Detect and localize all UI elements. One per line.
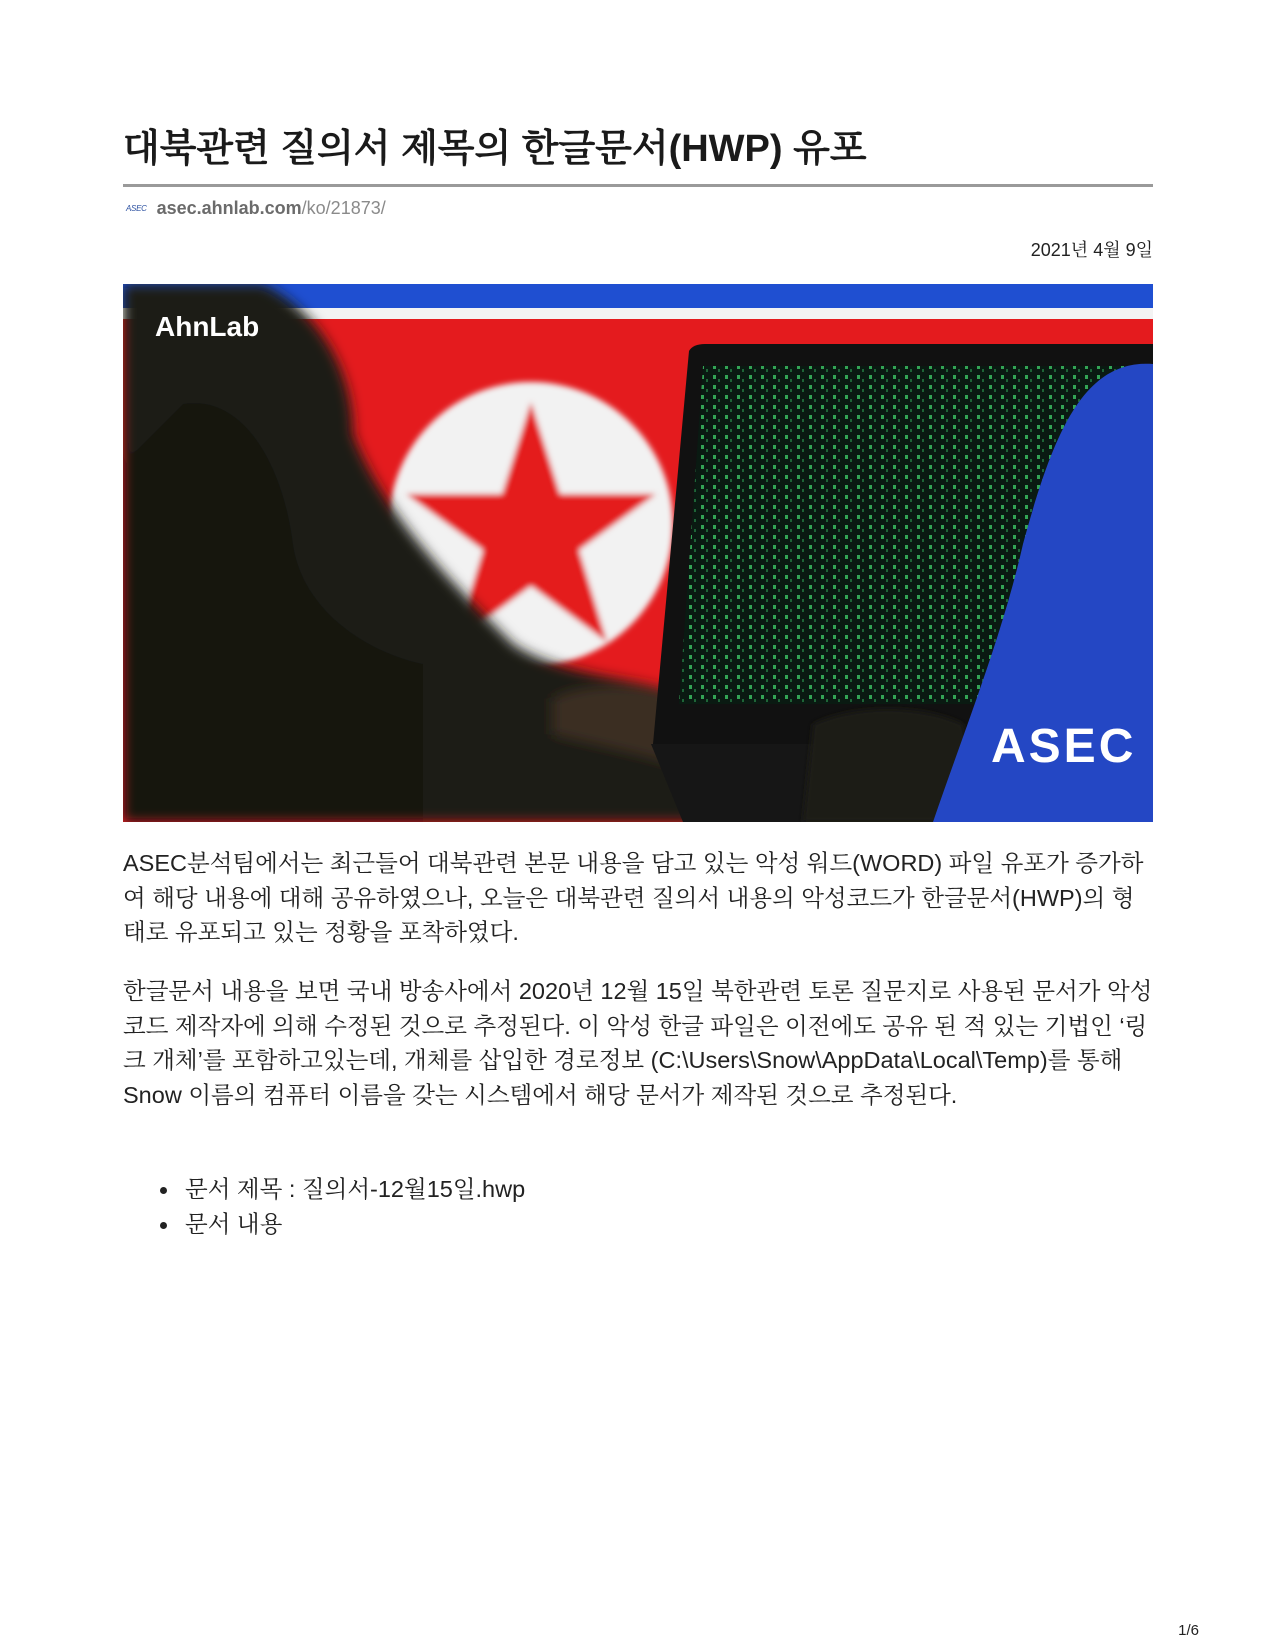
paragraph-details: 한글문서 내용을 보면 국내 방송사에서 2020년 12월 15일 북한관련 토론 질문지로 사용된 문서가 악성코드 제작자에 의해 수정된 것으로 추정된다. 이 악성 한글 파일은 이전에도 공유 된 적 있는 기법인 ‘링크 개체’를 포함하고있는데, 개체를 삽입한 경로정보 (C:\Users\Snow\AppData\Local\Temp)를 통해 Snow 이름의 컴퓨터 이름을 갖는 시스템에서 해당 문서가 제작된 것으로 추정된다. — [123, 978, 1153, 1108]
page-number: 1/6 — [1178, 1622, 1199, 1639]
asec-favicon-icon: ASEC — [126, 203, 147, 213]
source-host[interactable]: asec.ahnlab.com — [156, 197, 302, 218]
publish-date: 2021년 4월 9일 — [1030, 240, 1153, 260]
document-info-list — [158, 1172, 525, 1242]
paragraph-intro: ASEC분석팀에서는 최근들어 대북관련 본문 내용을 담고 있는 악성 워드(WORD) 파일 유포가 증가하여 해당 내용에 대해 공유하였으나, 오늘은 대북관련 질의서 내용의 악성코드가 한글문서(HWP)의 형태로 유포되고 있는 정황을 포착하였다. — [123, 850, 1144, 945]
ahnlab-logo: AhnLab — [155, 311, 260, 342]
list-item: 문서 내용 — [158, 1207, 525, 1242]
source-link[interactable] — [126, 196, 386, 220]
list-item: 문서 제목 : 질의서-12월15일.hwp — [158, 1172, 525, 1207]
hero-image — [123, 284, 1153, 822]
source-path[interactable]: /ko/21873/ — [301, 197, 386, 218]
asec-logo: ASEC — [991, 720, 1137, 773]
title-divider — [123, 184, 1153, 187]
article-title: 대북관련 질의서 제목의 한글문서(HWP) 유포 — [123, 128, 867, 170]
